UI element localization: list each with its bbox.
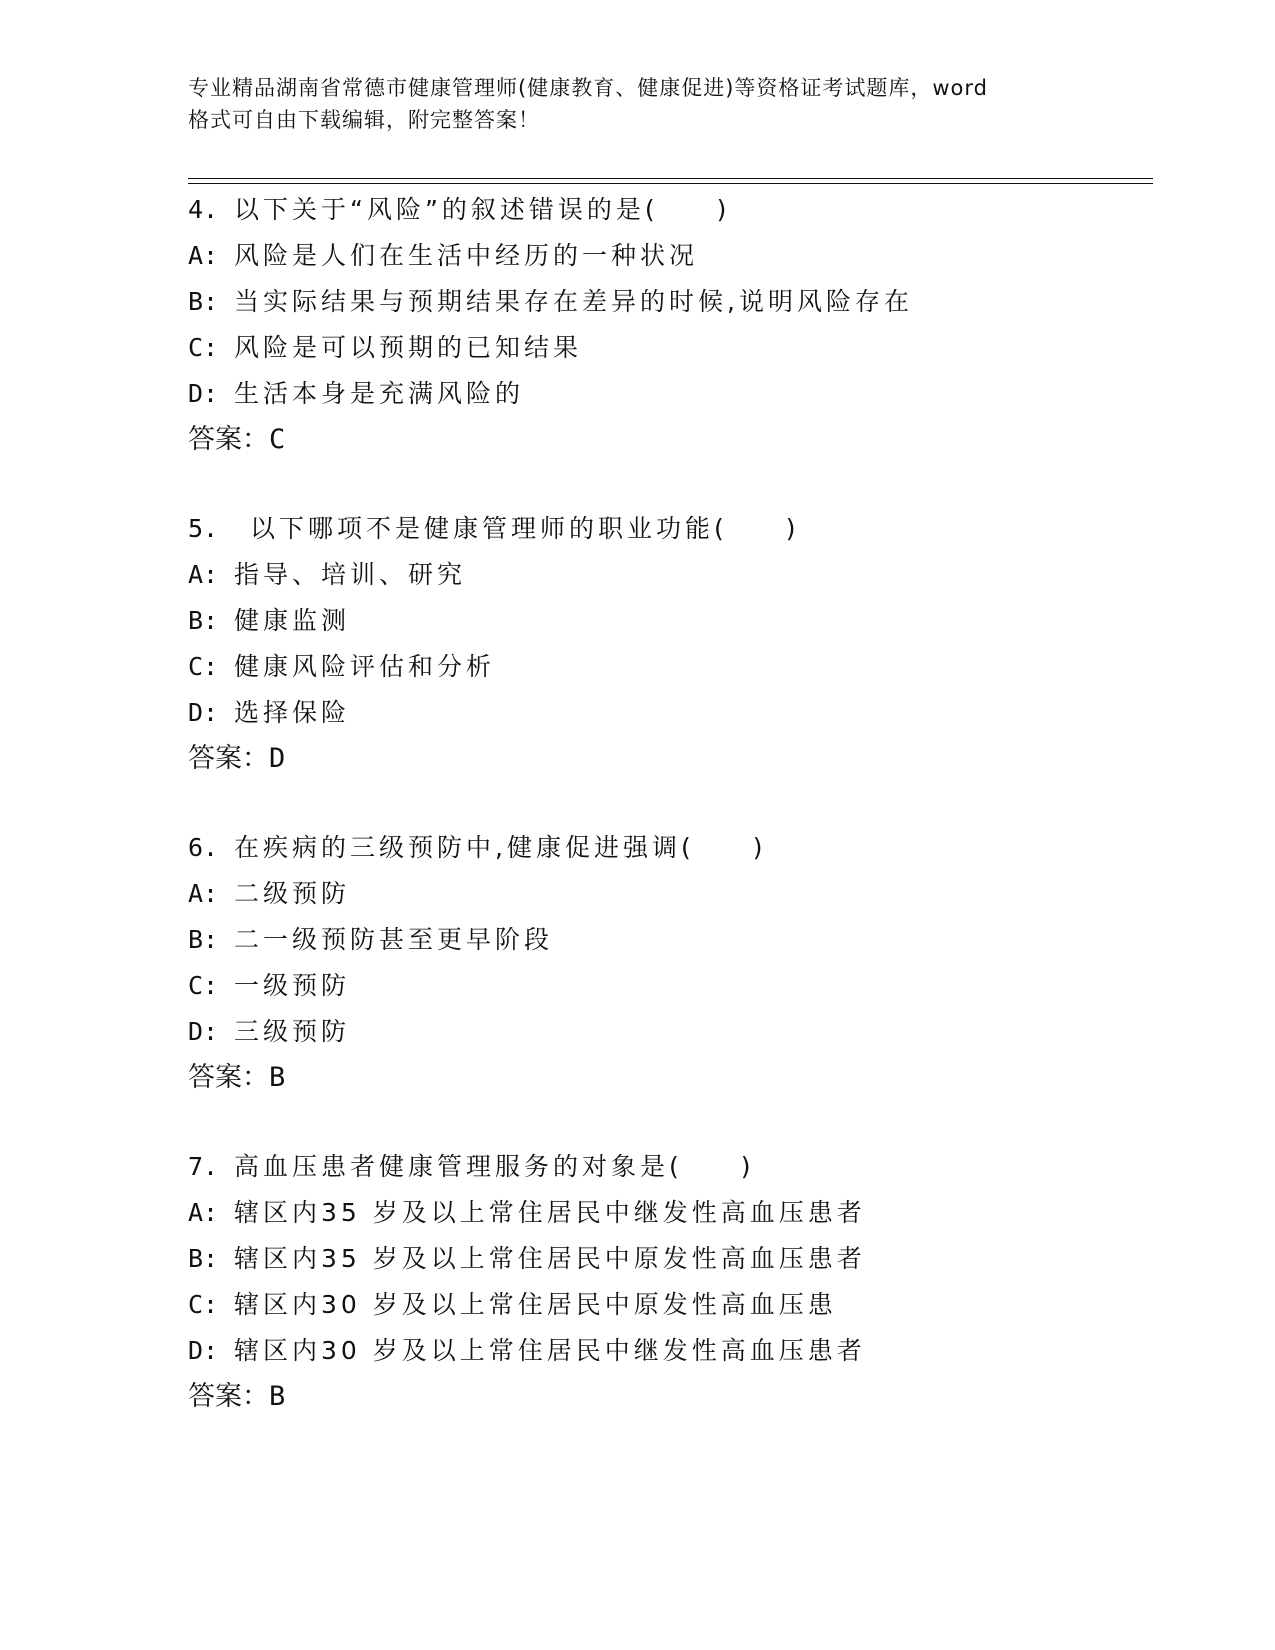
option-key: B: [188, 1244, 219, 1273]
question-block [188, 825, 1168, 1101]
question-number: 6. [188, 833, 219, 862]
option-b [188, 279, 1168, 325]
option-text: 健康监测 [234, 606, 351, 635]
option-key: D: [188, 379, 219, 408]
answer-value: C [269, 424, 286, 455]
question-text: 在疾病的三级预防中,健康促进强调( ) [234, 833, 767, 862]
option-d [188, 1009, 1168, 1055]
question-text: 以下哪项不是健康管理师的职业功能( ) [250, 514, 800, 543]
document-header [188, 72, 1088, 136]
option-key: A: [188, 241, 219, 270]
question-number: 5. [188, 514, 219, 543]
option-key: D: [188, 1336, 219, 1365]
question-text: 以下关于“风险”的叙述错误的是( ) [234, 195, 731, 224]
option-text: 辖区内35 岁及以上常住居民中继发性高血压患者 [234, 1198, 866, 1227]
option-c [188, 325, 1168, 371]
option-c [188, 1282, 1168, 1328]
option-text: 指导、培训、研究 [234, 560, 467, 589]
answer-value: B [269, 1381, 286, 1412]
question-block [188, 506, 1168, 782]
header-line-1: 专业精品湖南省常德市健康管理师(健康教育、健康促进)等资格证考试题库，word [188, 76, 989, 100]
option-b [188, 598, 1168, 644]
answer-line [188, 417, 1168, 463]
answer-line [188, 1374, 1168, 1420]
option-text: 辖区内30 岁及以上常住居民中原发性高血压患 [234, 1290, 837, 1319]
option-key: B: [188, 287, 219, 316]
option-key: D: [188, 698, 219, 727]
header-line-2: 格式可自由下载编辑，附完整答案！ [188, 108, 540, 132]
option-a [188, 871, 1168, 917]
option-text: 二一级预防甚至更早阶段 [234, 925, 554, 954]
question-stem [188, 1144, 1168, 1190]
option-b [188, 1236, 1168, 1282]
option-key: A: [188, 879, 219, 908]
question-stem [188, 825, 1168, 871]
header-divider-bottom [188, 183, 1153, 184]
option-text: 当实际结果与预期结果存在差异的时候,说明风险存在 [234, 287, 913, 316]
option-a [188, 1190, 1168, 1236]
option-b [188, 917, 1168, 963]
option-text: 选择保险 [234, 698, 351, 727]
question-block [188, 1144, 1168, 1420]
option-key: B: [188, 606, 219, 635]
option-text: 三级预防 [234, 1017, 351, 1046]
answer-label: 答案： [188, 424, 269, 455]
question-block [188, 187, 1168, 463]
option-key: D: [188, 1017, 219, 1046]
option-text: 风险是可以预期的已知结果 [234, 333, 583, 362]
header-divider-top [188, 178, 1153, 179]
option-text: 健康风险评估和分析 [234, 652, 496, 681]
question-number: 7. [188, 1152, 219, 1181]
option-text: 辖区内35 岁及以上常住居民中原发性高血压患者 [234, 1244, 866, 1273]
option-c [188, 963, 1168, 1009]
option-a [188, 233, 1168, 279]
option-key: C: [188, 333, 219, 362]
option-text: 风险是人们在生活中经历的一种状况 [234, 241, 699, 270]
option-text: 生活本身是充满风险的 [234, 379, 525, 408]
option-text: 辖区内30 岁及以上常住居民中继发性高血压患者 [234, 1336, 866, 1365]
option-key: A: [188, 1198, 219, 1227]
option-c [188, 644, 1168, 690]
question-number: 4. [188, 195, 219, 224]
option-text: 二级预防 [234, 879, 351, 908]
option-key: C: [188, 971, 219, 1000]
question-text: 高血压患者健康管理服务的对象是( ) [234, 1152, 755, 1181]
option-d [188, 371, 1168, 417]
question-stem [188, 187, 1168, 233]
answer-label: 答案： [188, 1062, 269, 1093]
option-key: C: [188, 652, 219, 681]
option-key: B: [188, 925, 219, 954]
option-key: C: [188, 1290, 219, 1319]
answer-line [188, 736, 1168, 782]
option-text: 一级预防 [234, 971, 351, 1000]
option-key: A: [188, 560, 219, 589]
answer-value: D [269, 743, 286, 774]
answer-line [188, 1055, 1168, 1101]
answer-value: B [269, 1062, 286, 1093]
answer-label: 答案： [188, 1381, 269, 1412]
option-a [188, 552, 1168, 598]
question-stem [188, 506, 1168, 552]
option-d [188, 1328, 1168, 1374]
answer-label: 答案： [188, 743, 269, 774]
option-d [188, 690, 1168, 736]
